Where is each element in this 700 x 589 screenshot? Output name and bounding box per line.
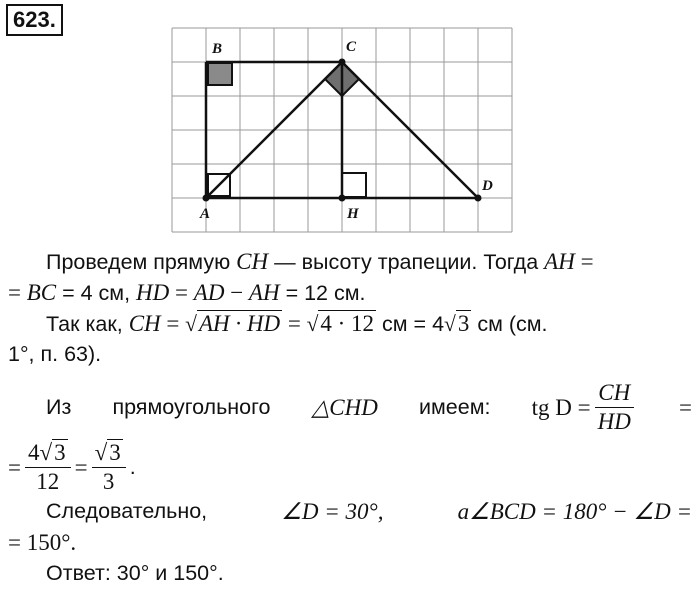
l2-bc: BC [26, 280, 57, 305]
radical-sign: √ [39, 439, 53, 465]
l6-eq2: = [74, 454, 88, 480]
solution-line-6 [8, 438, 692, 496]
l2-eq: = [8, 280, 27, 305]
l2-eq2: = [169, 280, 194, 305]
label-d: D [482, 178, 493, 194]
l6-n1: 4 [27, 439, 40, 465]
l2-end: = 12 см. [279, 281, 366, 305]
l5-pre: Из [46, 394, 72, 419]
l3-rad2: 4 · 12 [320, 311, 375, 336]
fraction-numerator: CH [595, 379, 634, 408]
l7-angle-d: ∠D = 30°, [281, 499, 384, 524]
l6-n1rad: 3 [54, 439, 66, 465]
l5-w4: имеем: [419, 394, 491, 419]
answer-line: Ответ: 30° и 150°. [46, 561, 224, 585]
trapezoid-figure [0, 0, 700, 240]
l3-eq: = [160, 311, 186, 336]
radical-sign: √ [444, 312, 456, 336]
sqrt-3 [444, 308, 471, 340]
l1-pre: Проведем прямую [46, 250, 237, 274]
sqrt-3 [39, 439, 67, 467]
radical-sign: √ [94, 439, 108, 465]
l3-rad1: AH · HD [198, 311, 281, 336]
problem-number: 623. [6, 4, 63, 36]
fraction-4sqrt3-12 [25, 439, 71, 496]
solution-line-4: 1°, п. 63). [8, 342, 102, 366]
l2-ad: AD [193, 280, 225, 305]
l5-w2: прямоугольного [112, 394, 271, 419]
fraction-numerator [25, 439, 71, 468]
label-h: H [347, 206, 359, 222]
l1-ah: AH [544, 249, 575, 274]
label-c: C [346, 39, 357, 55]
l7-angle-bcd: a∠BCD = 180° − ∠D = [457, 499, 692, 524]
fraction-denominator: HD [597, 408, 631, 434]
solution-line-5 [8, 376, 692, 438]
l1-eq: = [574, 249, 594, 274]
right-angle-b [208, 63, 232, 85]
l3-ch: CH [128, 311, 161, 336]
fraction-denominator: 12 [36, 468, 60, 494]
fraction-denominator: 3 [102, 468, 115, 494]
l3-pre: Так как, [46, 312, 129, 336]
l2-ah: AH [248, 280, 280, 305]
solution-line-7 [8, 496, 692, 527]
sqrt-3 [95, 439, 123, 467]
fraction-sqrt3-3 [92, 439, 126, 496]
point-c [339, 59, 346, 66]
solution-line-2 [8, 277, 692, 308]
l2-minus: − [224, 280, 249, 305]
l6-eq: = [8, 454, 21, 480]
l6-end: . [129, 454, 136, 479]
l3-cm: см = 4 [376, 312, 445, 336]
l3-eq2: = [282, 311, 307, 336]
solution-line-3 [8, 308, 692, 339]
point-h [339, 195, 346, 202]
l2-mid: = 4 см, [56, 281, 137, 305]
l3-end: см (см. [471, 312, 548, 336]
point-a [203, 195, 210, 202]
label-a: A [200, 206, 211, 222]
l5-triangle: △CHD [311, 394, 378, 420]
label-b: B [212, 41, 223, 57]
l7-pre: Следовательно, [46, 499, 208, 523]
l6-n2rad: 3 [109, 439, 121, 465]
l5-tg: tg D = [531, 394, 591, 420]
l3-rad3: 3 [457, 311, 470, 336]
sqrt-4-12 [307, 308, 376, 340]
l8-text: = 150°. [8, 530, 77, 555]
solution-text [8, 246, 692, 589]
solution-line-1 [8, 246, 692, 277]
l1-ch: CH [236, 249, 269, 274]
fraction-ch-hd [595, 379, 634, 436]
radical-sign: √ [185, 312, 197, 336]
sqrt-ah-hd [185, 308, 282, 340]
l1-dash: — высоту трапеции. Тогда [268, 250, 545, 274]
l5-eq: = [678, 394, 692, 420]
radical-sign: √ [306, 312, 319, 336]
solution-line-8 [8, 527, 692, 558]
right-angle-h [342, 173, 366, 197]
fraction-numerator [92, 439, 126, 468]
point-d [475, 195, 482, 202]
l2-hd: HD [136, 280, 170, 305]
